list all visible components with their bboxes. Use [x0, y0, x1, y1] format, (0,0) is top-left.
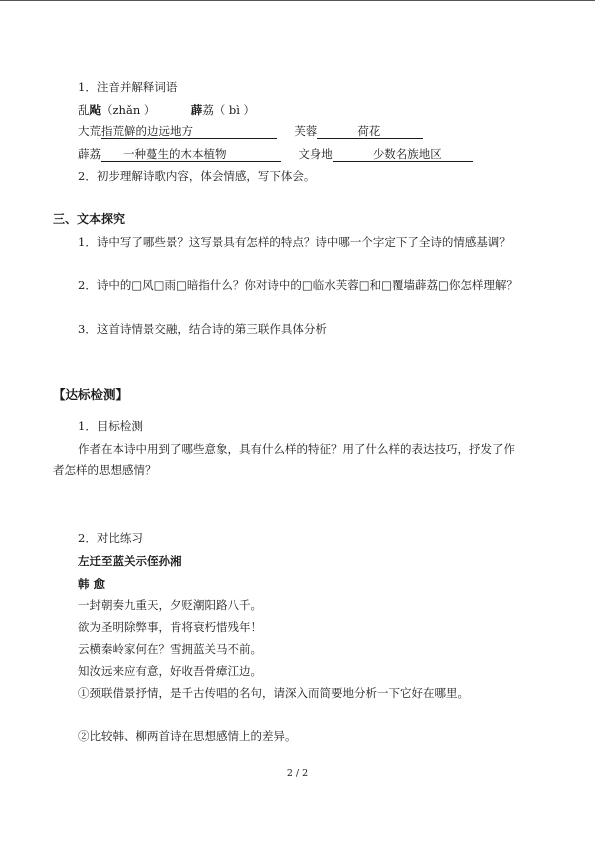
def-row-2 [78, 146, 473, 162]
def1-blank [101, 124, 277, 139]
header-rule [0, 0, 595, 1]
def4-meaning: 少数名族地区 [372, 147, 442, 161]
dabiao-sub1: ①颈联借景抒情，是千古传唱的名句，请深入而简要地分析一下它好在哪里。 [78, 686, 469, 700]
poem-line-1: 一封朝奏九重天，夕贬潮阳路八千。 [78, 598, 262, 612]
pinyin2-rest: 荔（ bì ） [202, 103, 256, 117]
def2-meaning: 荷花 [357, 124, 381, 138]
pinyin1-bold: 飐 [89, 103, 101, 117]
pinyin2-bold: 薜 [190, 103, 203, 117]
poem-line-3: 云横秦岭家何在？雪拥蓝关马不前。 [78, 642, 262, 656]
def1-term: 大荒 [78, 124, 101, 138]
pinyin1-sound: （zhǎn ） [101, 103, 156, 117]
poem-author: 韩 愈 [78, 577, 106, 591]
q1-title: 1．注音并解释词语 [78, 80, 178, 94]
def2-term: 芙蓉 [294, 124, 318, 138]
poem-title: 左迁至蓝关示侄孙湘 [78, 554, 182, 568]
def1-meaning: 指荒僻的边远地方 [101, 124, 193, 138]
pinyin-row [78, 102, 255, 118]
dabiao-item1: 1．目标检测 [78, 419, 143, 433]
dabiao-item2: 2．对比练习 [78, 531, 143, 545]
section3-title: 三、文本探究 [53, 212, 126, 226]
def-row-1 [78, 123, 423, 139]
dabiao-sub2: ②比较韩、柳两首诗在思想感情上的差异。 [78, 729, 297, 743]
section3-q2: 2．诗中的□风□雨□暗指什么？你对诗中的□临水芙蓉□和□覆墙薜荔□你怎样理解？ [78, 278, 518, 292]
def3-term: 薜荔 [78, 147, 101, 161]
def3-meaning: 一种蔓生的木本植物 [123, 147, 227, 161]
dabiao-title: 【达标检测】 [53, 387, 129, 402]
dabiao-item1-text-b: 者怎样的思想感情？ [53, 463, 157, 477]
q2-text: 2．初步理解诗歌内容，体会情感，写下体会。 [78, 169, 316, 183]
def4-blank [333, 147, 473, 162]
poem-line-4: 知汝远来应有意，好收吾骨瘴江边。 [78, 664, 262, 678]
dabiao-item1-text-a: 作者在本诗中用到了哪些意象，具有什么样的特征？用了什么样的表达技巧，抒发了作 [78, 442, 515, 456]
poem-line-2: 欲为圣明除弊事，肯将衰朽惜残年！ [78, 620, 262, 634]
page-number: 2 / 2 [286, 768, 309, 779]
def3-blank [101, 147, 281, 162]
def4-term: 文身地 [298, 147, 333, 161]
section3-q3: 3．这首诗情景交融，结合诗的第三联作具体分析 [78, 322, 327, 336]
pinyin1-word: 乱 [78, 103, 90, 117]
def2-blank [317, 124, 423, 139]
section3-q1: 1．诗中写了哪些景？这写景具有怎样的特点？诗中哪一个字定下了全诗的情感基调？ [78, 235, 511, 249]
